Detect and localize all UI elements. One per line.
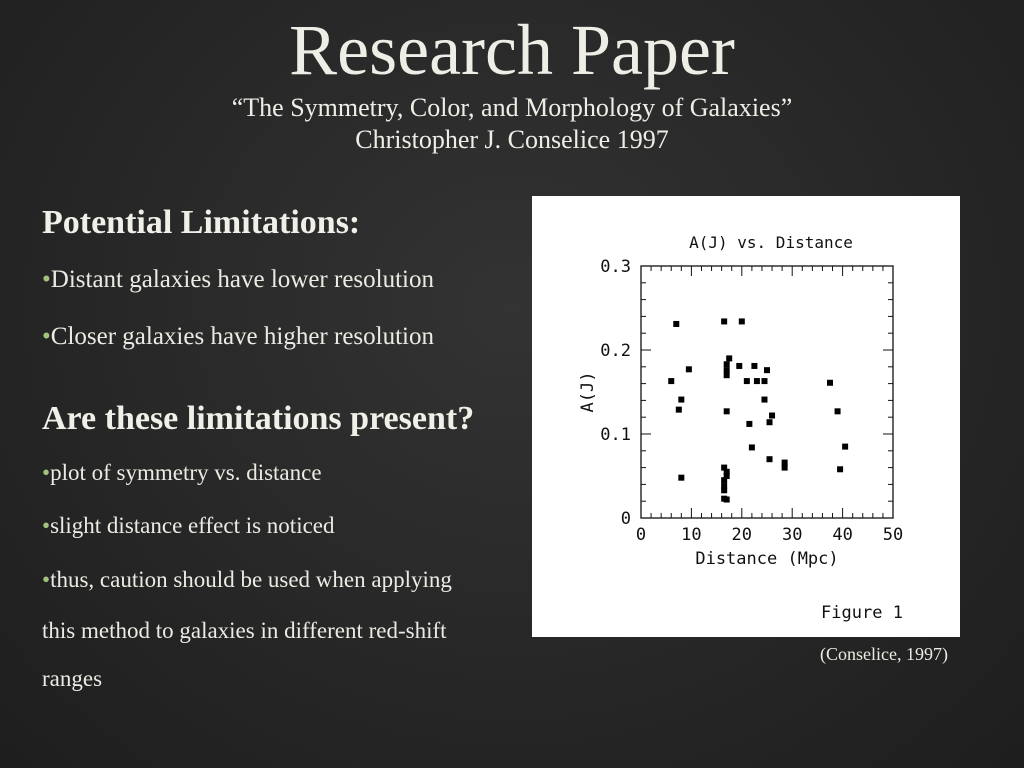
data-point: [842, 444, 848, 450]
paper-author-year: Christopher J. Conselice 1997: [355, 125, 669, 154]
bullet-item: [42, 323, 434, 351]
data-point: [736, 363, 742, 369]
bullet-dot: •: [42, 567, 51, 592]
data-point: [761, 397, 767, 403]
paper-title: “The Symmetry, Color, and Morphology of Galaxies”: [231, 93, 793, 122]
data-point: [676, 407, 682, 413]
data-point: [782, 465, 788, 471]
data-point: [827, 380, 833, 386]
bullet-continuation: this method to galaxies in different red-shift: [42, 618, 447, 643]
data-point: [686, 366, 692, 372]
data-point: [749, 444, 755, 450]
bullet-text: slight distance effect is noticed: [50, 513, 335, 538]
data-point: [744, 378, 750, 384]
data-point: [754, 378, 760, 384]
y-tick-label: 0.3: [600, 257, 631, 277]
bullet-item: [42, 567, 452, 593]
figure-panel: [532, 196, 960, 637]
figure-label: Figure 1: [821, 603, 903, 623]
data-point: [769, 413, 775, 419]
data-points: [668, 318, 848, 502]
bullet-dot: •: [42, 460, 51, 485]
x-axis-label: Distance (Mpc): [695, 549, 839, 569]
figure-caption: (Conselice, 1997): [820, 644, 948, 664]
x-tick-labels: [636, 525, 903, 545]
data-point: [678, 397, 684, 403]
data-point: [767, 456, 773, 462]
y-tick-label: 0.1: [600, 425, 631, 445]
data-point: [835, 408, 841, 414]
x-tick-label: 20: [731, 525, 753, 545]
data-point: [739, 318, 745, 324]
data-point: [678, 475, 684, 481]
data-point: [721, 318, 727, 324]
data-point: [724, 473, 730, 479]
data-point: [837, 466, 843, 472]
bullet-text: Distant galaxies have lower resolution: [50, 266, 434, 293]
data-point: [746, 421, 752, 427]
data-point: [721, 487, 727, 493]
bullet-dot: •: [42, 266, 51, 293]
data-point: [761, 378, 767, 384]
data-point: [724, 497, 730, 503]
data-point: [724, 372, 730, 378]
x-tick-label: 30: [781, 525, 803, 545]
scatter-chart: [532, 196, 960, 637]
data-point: [751, 363, 757, 369]
bullet-text: Closer galaxies have higher resolution: [50, 323, 434, 350]
y-tick-label: 0.2: [600, 341, 631, 361]
x-tick-label: 10: [681, 525, 702, 545]
bullet-item: [42, 513, 335, 539]
x-tick-label: 0: [635, 525, 647, 545]
x-tick-label: 50: [882, 525, 904, 545]
bullet-dot: •: [42, 513, 51, 538]
bullet-item: [42, 460, 322, 486]
slide-subtitle: [0, 92, 1024, 156]
bullet-text: thus, caution should be used when applying: [50, 567, 452, 592]
x-tick-label: 40: [832, 525, 853, 545]
bullet-dot: •: [42, 323, 51, 350]
bullet-continuation: ranges: [42, 666, 103, 691]
limitations-heading: Potential Limitations:: [42, 204, 361, 241]
data-point: [767, 419, 773, 425]
slide-title: Research Paper: [289, 10, 735, 90]
y-tick-label: 0: [620, 509, 631, 529]
chart-title: A(J) vs. Distance: [689, 233, 853, 252]
data-point: [724, 361, 730, 367]
bullet-item: [42, 266, 434, 294]
data-point: [764, 367, 770, 373]
y-axis-label: A(J): [578, 371, 598, 413]
y-tick-labels: [600, 257, 631, 529]
data-point: [724, 408, 730, 414]
limitations-present-heading: Are these limitations present?: [42, 400, 475, 437]
data-point: [726, 355, 732, 361]
data-point: [668, 378, 674, 384]
bullet-text: plot of symmetry vs. distance: [50, 460, 322, 485]
data-point: [673, 321, 679, 327]
